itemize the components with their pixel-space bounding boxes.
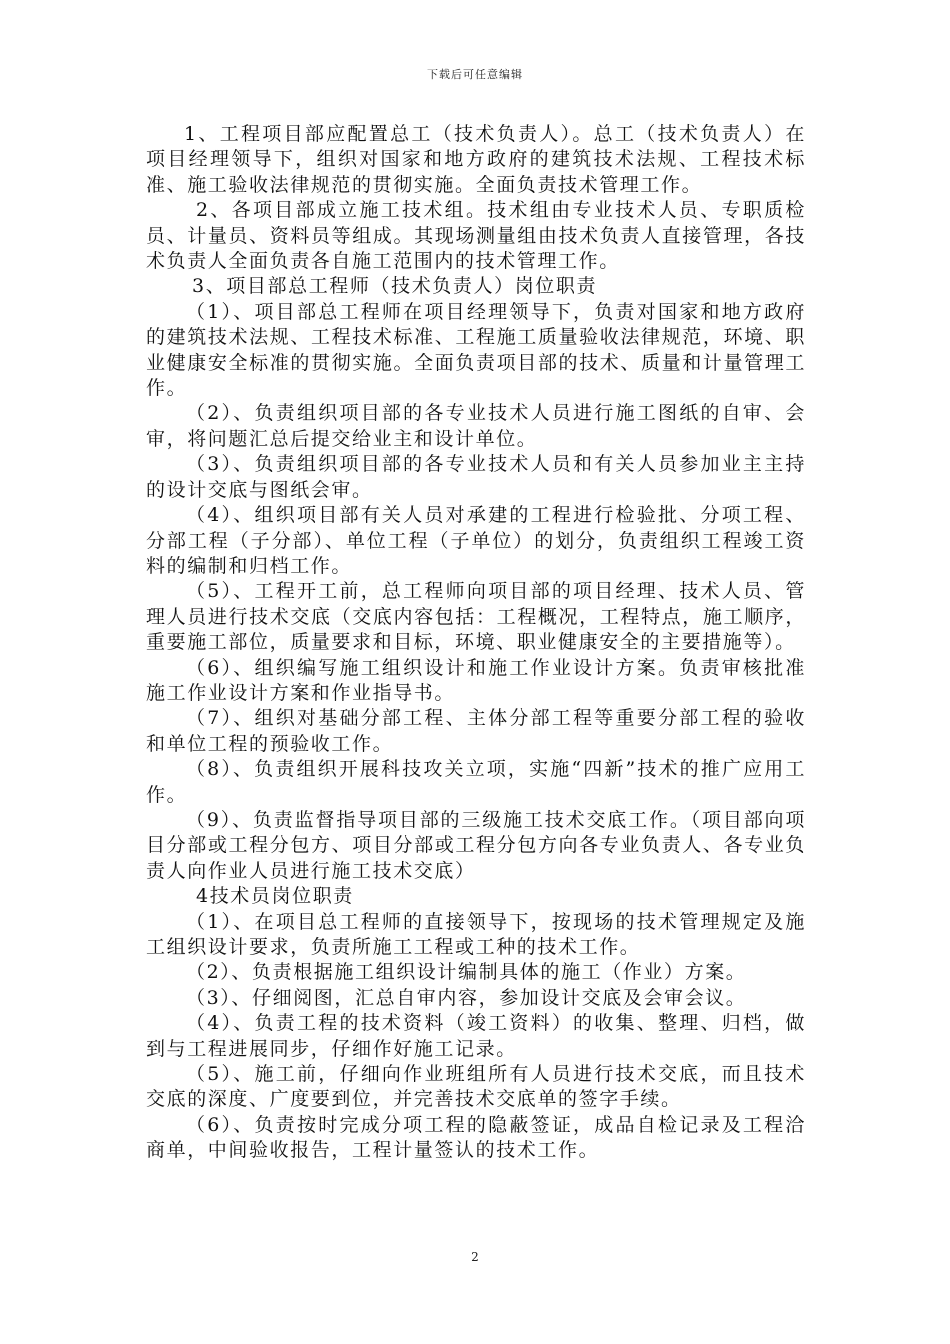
page-number: 2 — [471, 1250, 479, 1264]
paragraph-4-2: （2）、负责根据施工组织设计编制具体的施工（作业）方案。 — [186, 961, 747, 984]
paragraph-3-3: （3）、负责组织项目部的各专业技术人员和有关人员参加业主主持的设计交底与图纸会审。 — [146, 453, 806, 501]
paragraph-2: 2、各项目部成立施工技术组。技术组由专业技术人员、专职质检员、计量员、资料员等组成。其现场测量组由技术负责人直接管理，各技术负责人全面负责各自施工范围内的技术管理工作。 — [146, 199, 806, 273]
paragraph-1: 1、工程项目部应配置总工（技术负责人）。总工（技术负责人）在项目经理领导下，组织对国家和地方政府的建筑技术法规、工程技术标准、施工验收法律规范的贯彻实施。全面负责技术管理工作。 — [146, 123, 806, 196]
paragraph-3-2: （2）、负责组织项目部的各专业技术人员进行施工图纸的自审、会审，将问题汇总后提交给业主和设计单位。 — [146, 402, 806, 450]
section-heading-4: 4技术员岗位职责 — [196, 885, 354, 908]
paragraph-3-1: （1）、项目部总工程师在项目经理领导下，负责对国家和地方政府的建筑技术法规、工程技术标准、工程施工质量验收法律规范，环境、职业健康安全标准的贯彻实施。全面负责项目部的技术、质量和计量管理工作。 — [146, 300, 806, 400]
paragraph-3-8: （8）、负责组织开展科技攻关立项，实施“四新”技术的推广应用工作。 — [146, 758, 806, 806]
paragraph-4-5: （5）、施工前，仔细向作业班组所有人员进行技术交底，而且技术交底的深度、广度要到位，并完善技术交底单的签字手续。 — [146, 1063, 806, 1111]
paragraph-3-6: （6）、组织编写施工组织设计和施工作业设计方案。负责审核批准施工作业设计方案和作业指导书。 — [146, 656, 806, 704]
paragraph-3-5: （5）、工程开工前，总工程师向项目部的项目经理、技术人员、管理人员进行技术交底（交底内容包括：工程概况，工程特点，施工顺序，重要施工部位，质量要求和目标，环境、职业健康安全的主要措施等）。 — [146, 580, 806, 654]
paragraph-3-4: （4）、组织项目部有关人员对承建的工程进行检验批、分项工程、分部工程（子分部）、单位工程（子单位）的划分，负责组织工程竣工资料的编制和归档工作。 — [146, 504, 806, 577]
page-header: 下载后可任意编辑 — [427, 68, 523, 81]
section-heading-3: 3、项目部总工程师（技术负责人）岗位职责 — [192, 275, 598, 298]
paragraph-3-9: （9）、负责监督指导项目部的三级施工技术交底工作。（项目部向项目分部或工程分包方、项目分部或工程分包方向各专业负责人、各专业负责人向作业人员进行施工技术交底） — [146, 808, 806, 882]
paragraph-4-6: （6）、负责按时完成分项工程的隐蔽签证，成品自检记录及工程洽商单，中间验收报告，工程计量签认的技术工作。 — [146, 1113, 806, 1162]
paragraph-4-1: （1）、在项目总工程师的直接领导下，按现场的技术管理规定及施工组织设计要求，负责所施工工程或工种的技术工作。 — [146, 910, 806, 958]
paragraph-3-7: （7）、组织对基础分部工程、主体分部工程等重要分部工程的验收和单位工程的预验收工作。 — [146, 707, 806, 755]
document-body — [146, 122, 806, 1164]
paragraph-4-4: （4）、负责工程的技术资料（竣工资料）的收集、整理、归档，做到与工程进展同步，仔细作好施工记录。 — [146, 1012, 806, 1060]
paragraph-4-3: （3）、仔细阅图，汇总自审内容，参加设计交底及会审会议。 — [186, 986, 747, 1009]
